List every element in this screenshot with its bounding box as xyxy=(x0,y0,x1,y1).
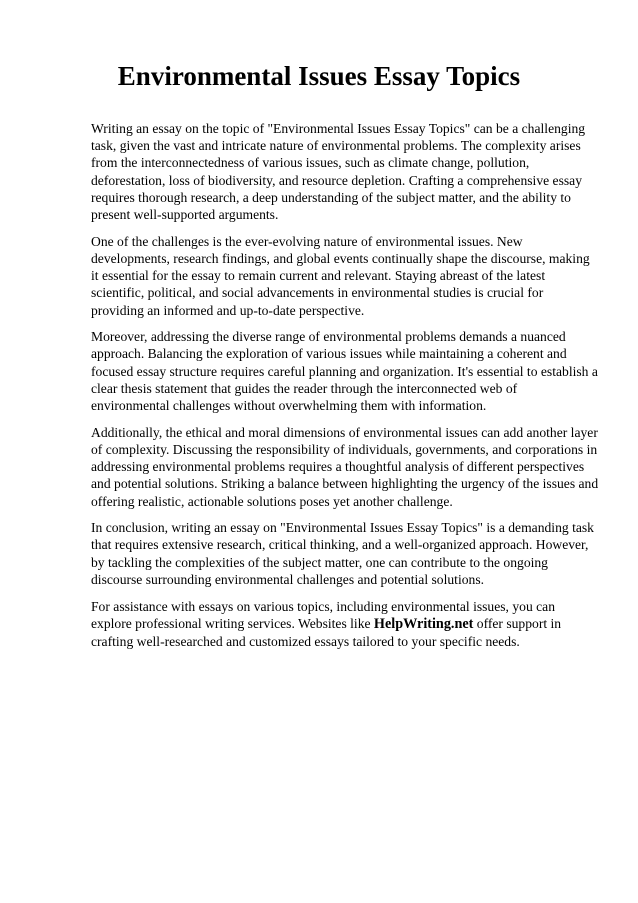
closing-text-after-link: offer support in crafting well-researched and customized essays tailored to your specific needs. xyxy=(91,615,562,649)
document-body xyxy=(91,120,599,660)
closing-text-before-link: For assistance with essays on various topics, including environmental issues, you can explore professional writing services. Websites like xyxy=(91,598,555,631)
helpwriting-link[interactable]: HelpWriting.net xyxy=(373,615,474,632)
paragraph-4: Additionally, the ethical and moral dimensions of environmental issues can add another layer of complexity. Discussing the responsibility of individuals, governments, and corporations in addressing environmental problems requires a thoughtful analysis of different perspectives and potential solutions. Striking a balance between highlighting the urgency of the issues and offering realistic, actionable solutions poses yet another challenge. xyxy=(91,424,599,509)
paragraph-1: Writing an essay on the topic of "Environmental Issues Essay Topics" can be a challenging task, given the vast and intricate nature of environmental problems. The complexity arises from the interconnectedness of various issues, such as climate change, pollution, deforestation, loss of biodiversity, and resource depletion. Crafting a comprehensive essay requires thorough research, a deep understanding of the subject matter, and the ability to present well-supported arguments. xyxy=(91,121,586,223)
paragraph-closing xyxy=(91,598,599,651)
paragraph-5: In conclusion, writing an essay on "Environmental Issues Essay Topics" is a demanding task that requires extensive research, critical thinking, and a well-organized approach. However, by tackling the complexities of the subject matter, one can contribute to the ongoing discourse surrounding environmental challenges and potential solutions. xyxy=(91,520,594,587)
page-title: Environmental Issues Essay Topics xyxy=(117,61,521,91)
paragraph-2: One of the challenges is the ever-evolving nature of environmental issues. New developments, research findings, and global events continually shape the discourse, making it essential for the essay to remain current and relevant. Staying abreast of the latest scientific, political, and social advancements in environmental studies is crucial for providing an informed and up-to-date perspective. xyxy=(91,233,590,318)
paragraph-3: Moreover, addressing the diverse range of environmental problems demands a nuanced approach. Balancing the exploration of various issues while maintaining a coherent and focused essay structure requires careful planning and organization. It's essential to establish a clear thesis statement that guides the reader through the interconnected web of environmental challenges without overwhelming them with information. xyxy=(91,329,598,414)
